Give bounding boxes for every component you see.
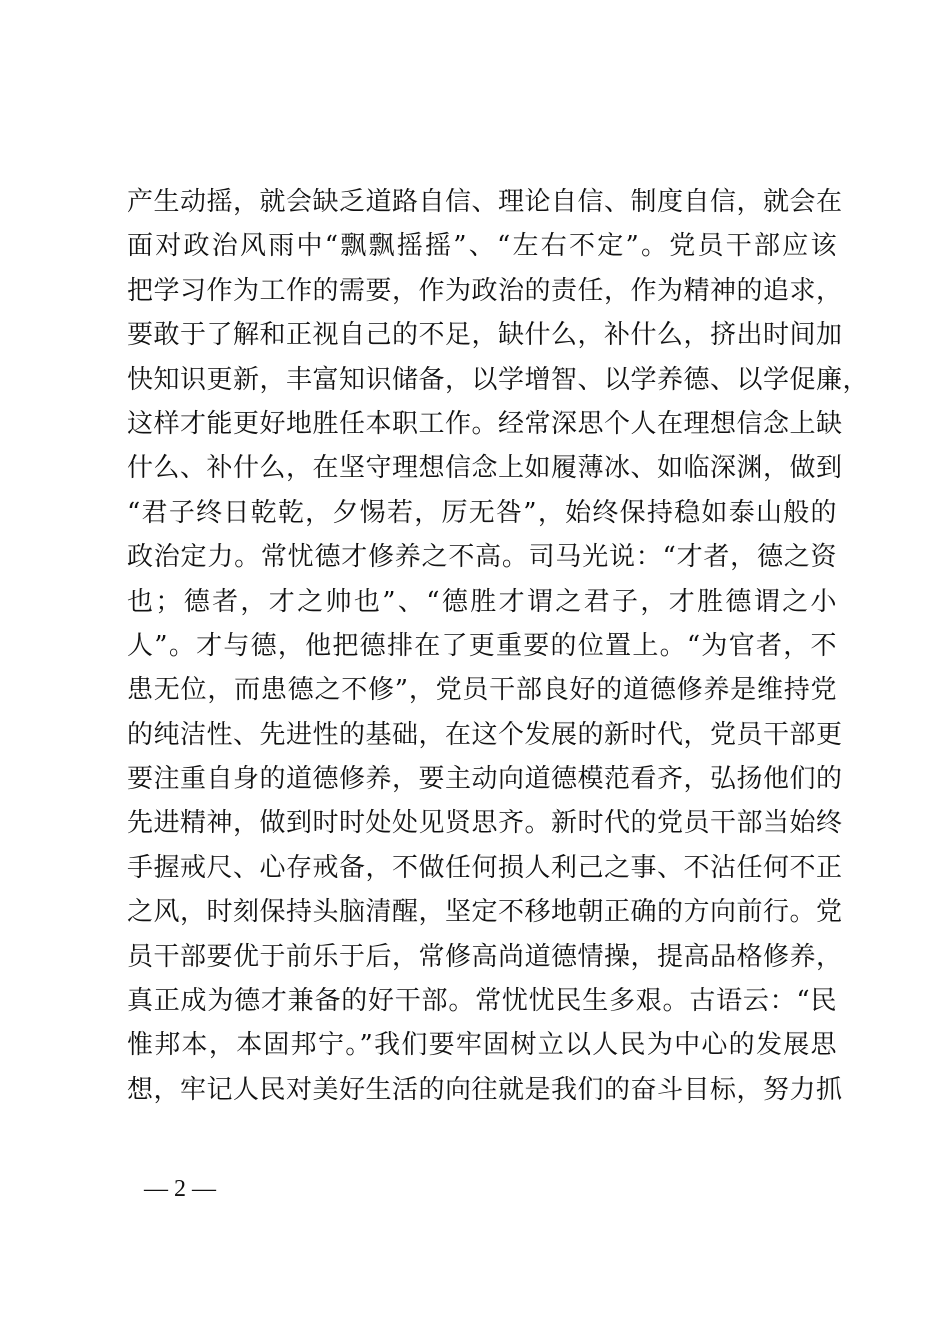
body-text [127, 180, 870, 1112]
text-line: 也；德者，才之帅也”、“德胜才谓之君子，才胜德谓之小 [127, 586, 837, 617]
text-line: 政治定力。常忧德才修养之不高。司马光说：“才者，德之资 [127, 542, 837, 573]
text-line: 真正成为德才兼备的好干部。常忧忧民生多艰。古语云：“民 [127, 986, 837, 1017]
text-line: 面对政治风雨中“飘飘摇摇”、“左右不定”。党员干部应该 [127, 231, 837, 262]
text-line: “君子终日乾乾，夕惕若，厉无咎”，始终保持稳如泰山般的 [127, 497, 837, 528]
text-line: 产生动摇，就会缺乏道路自信、理论自信、制度自信，就会在 [127, 187, 843, 217]
text-line: 人”。才与德，他把德排在了更重要的位置上。“为官者，不 [127, 630, 837, 661]
text-line: 患无位，而患德之不修”，党员干部良好的道德修养是维持党 [127, 675, 837, 706]
text-line: 快知识更新，丰富知识储备，以学增智、以学养德、以学促廉， [127, 364, 870, 395]
text-line: 员干部要优于前乐于后，常修高尚道德情操，提高品格修养， [127, 941, 843, 972]
text-line: 先进精神，做到时时处处见贤思齐。新时代的党员干部当始终 [127, 808, 843, 839]
text-line: 的纯洁性、先进性的基础，在这个发展的新时代，党员干部更 [127, 719, 843, 750]
text-line: 什么、补什么，在坚守理想信念上如履薄冰、如临深渊，做到 [127, 453, 843, 484]
text-line: 手握戒尺、心存戒备，不做任何损人利己之事、不沾任何不正 [127, 852, 843, 883]
text-line: 把学习作为工作的需要，作为政治的责任，作为精神的追求， [127, 275, 843, 306]
text-line: 想，牢记人民对美好生活的向往就是我们的奋斗目标，努力抓 [127, 1074, 843, 1105]
text-line: 要敢于了解和正视自己的不足，缺什么，补什么，挤出时间加 [127, 320, 843, 351]
page-number: — 2 — [144, 1176, 216, 1202]
text-line: 惟邦本，本固邦宁。”我们要牢固树立以人民为中心的发展思 [127, 1030, 837, 1061]
text-line: 这样才能更好地胜任本职工作。经常深思个人在理想信念上缺 [127, 408, 843, 439]
text-line: 要注重自身的道德修养，要主动向道德模范看齐，弘扬他们的 [127, 764, 843, 795]
text-line: 之风，时刻保持头脑清醒，坚定不移地朝正确的方向前行。党 [127, 897, 843, 928]
